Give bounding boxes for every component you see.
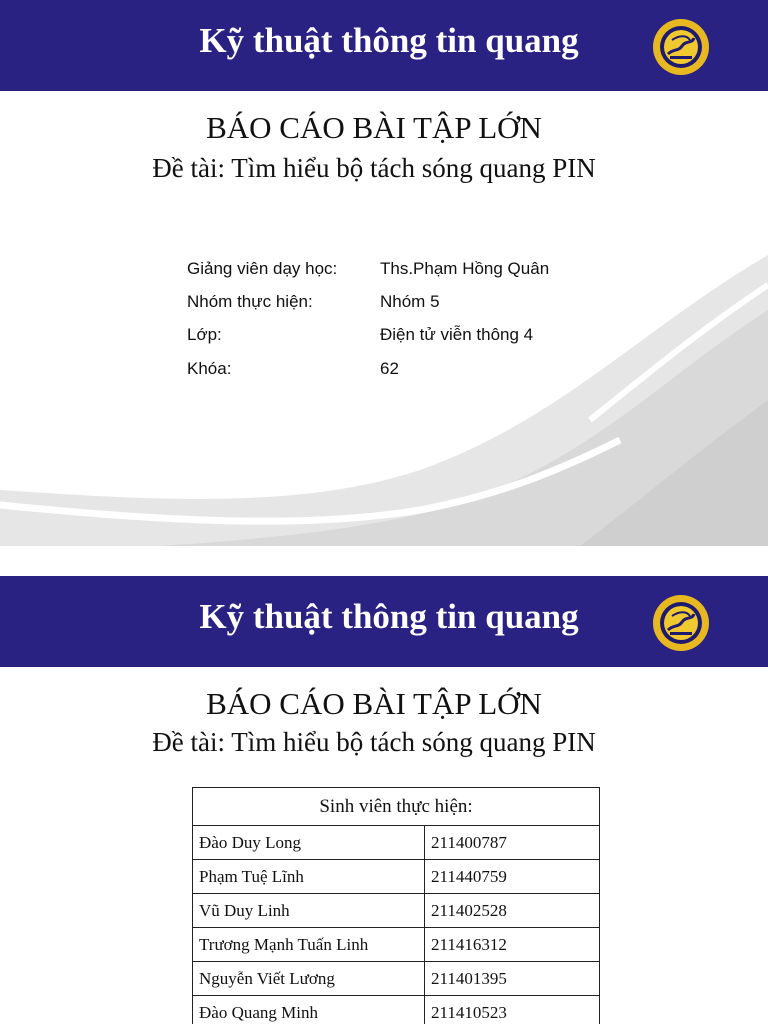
info-label: Khóa: (187, 359, 232, 378)
student-id: 211401395 (425, 962, 600, 996)
student-name: Đào Quang Minh (193, 996, 425, 1024)
table-row (193, 962, 600, 996)
info-label: Nhóm thực hiện: (187, 292, 313, 311)
student-name: Trương Mạnh Tuấn Linh (193, 928, 425, 962)
table-row (193, 996, 600, 1024)
report-topic: Đề tài: Tìm hiểu bộ tách sóng quang PIN (152, 153, 596, 183)
report-topic: Đề tài: Tìm hiểu bộ tách sóng quang PIN (152, 727, 596, 757)
info-value: Ths.Phạm Hồng Quân (380, 259, 550, 278)
header-bar (0, 576, 768, 667)
header-bar (0, 0, 768, 91)
university-logo-icon (652, 18, 710, 76)
student-id: 211416312 (425, 928, 600, 962)
student-id: 211402528 (425, 894, 600, 928)
students-table (192, 787, 600, 1024)
student-id: 211440759 (425, 860, 600, 894)
report-title: BÁO CÁO BÀI TẬP LỚN (206, 110, 542, 145)
student-name: Phạm Tuệ Lĩnh (193, 860, 425, 894)
table-row (193, 860, 600, 894)
table-header-row (193, 788, 600, 826)
student-name: Nguyễn Viết Lương (193, 962, 425, 996)
table-row (193, 894, 600, 928)
header-title: Kỹ thuật thông tin quang (199, 21, 579, 60)
slide-separator (0, 546, 768, 576)
info-value: Điện tử viễn thông 4 (380, 325, 534, 344)
table-row (193, 928, 600, 962)
university-logo-icon (652, 594, 710, 652)
report-title: BÁO CÁO BÀI TẬP LỚN (206, 686, 542, 721)
slide-2 (0, 576, 768, 1024)
table-row (193, 826, 600, 860)
info-label: Lớp: (187, 325, 222, 344)
info-value: Nhóm 5 (380, 292, 440, 311)
table-header: Sinh viên thực hiện: (193, 788, 600, 826)
student-id: 211410523 (425, 996, 600, 1024)
info-label: Giảng viên dạy học: (187, 259, 338, 278)
student-id: 211400787 (425, 826, 600, 860)
header-title: Kỹ thuật thông tin quang (199, 597, 579, 636)
info-value: 62 (380, 359, 399, 378)
student-name: Vũ Duy Linh (193, 894, 425, 928)
student-name: Đào Duy Long (193, 826, 425, 860)
